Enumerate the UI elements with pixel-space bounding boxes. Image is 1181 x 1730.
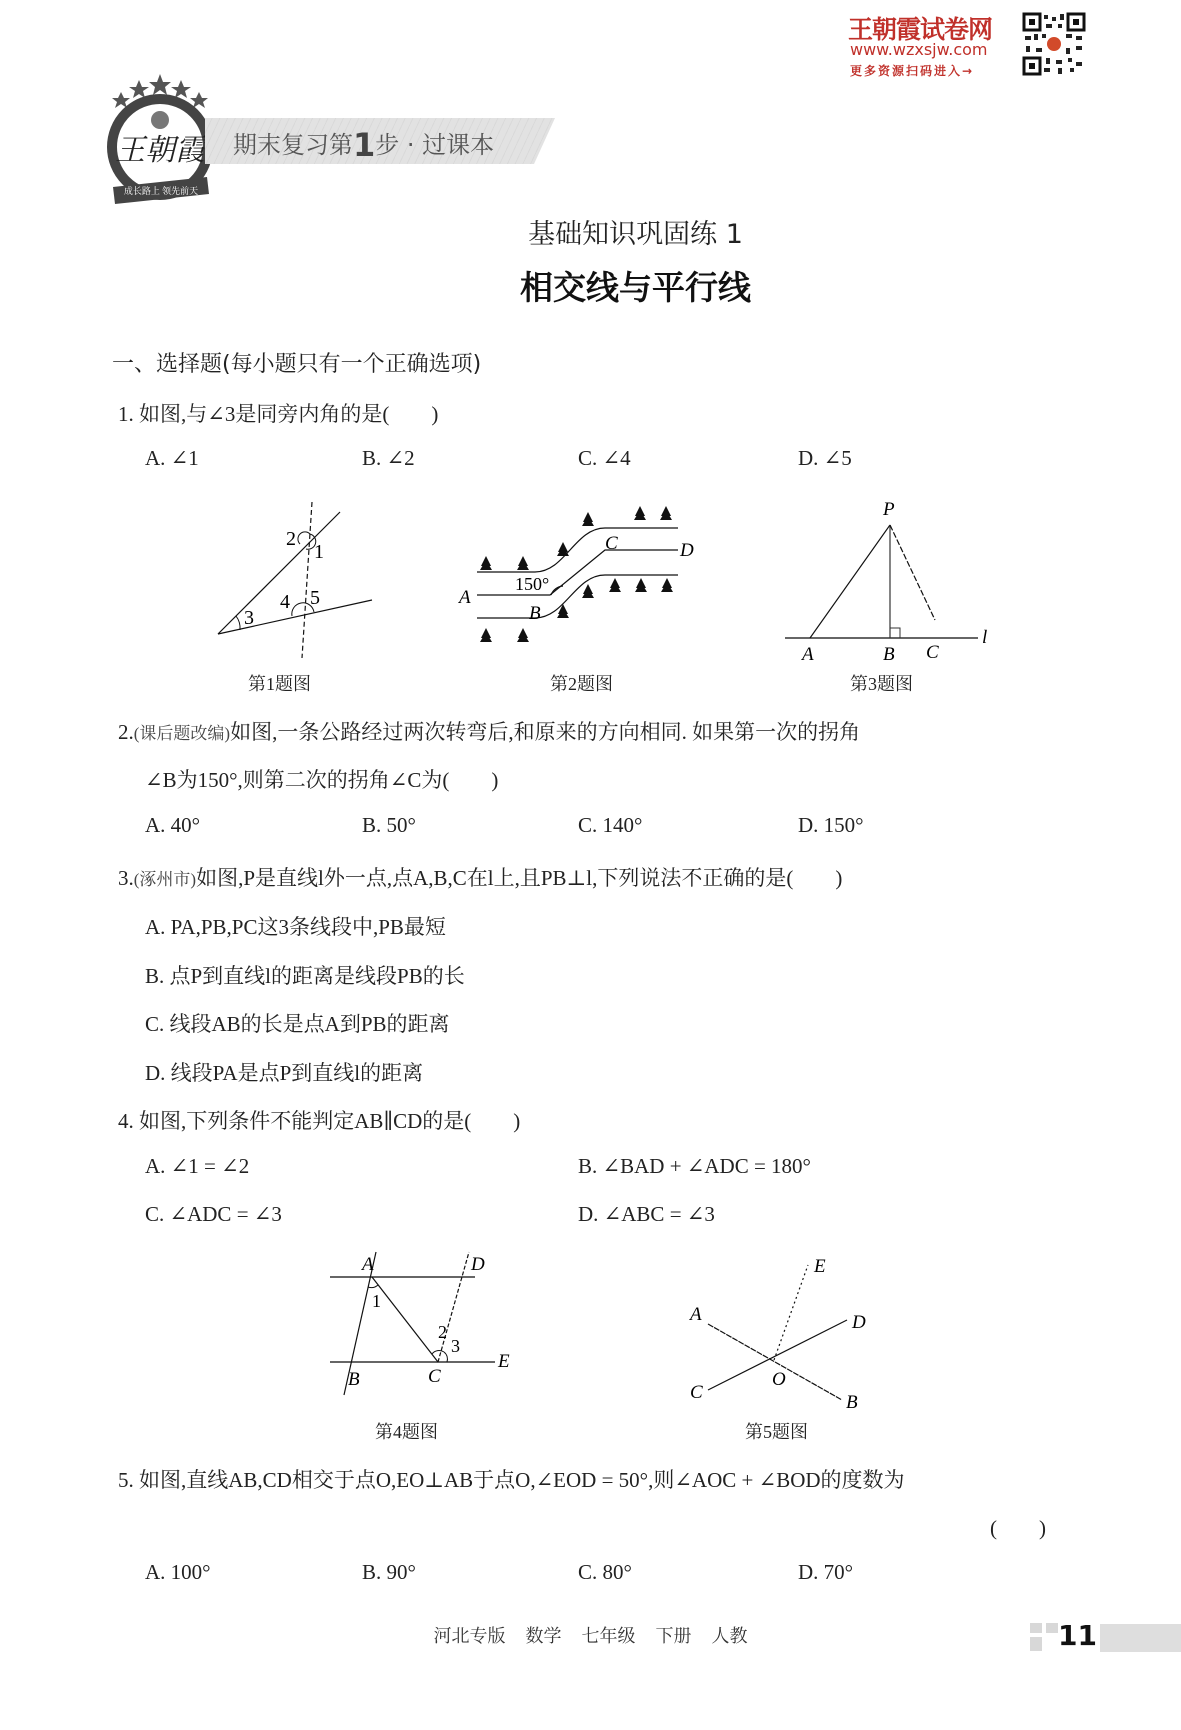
fig2-label-d: D xyxy=(680,540,694,561)
q1-option-d[interactable]: D. ∠5 xyxy=(798,446,852,470)
figure-1-caption: 第1题图 xyxy=(248,674,311,694)
question-2-stem-line1 xyxy=(118,716,860,746)
fig1-label-1: 1 xyxy=(314,541,324,563)
logo-badge xyxy=(105,72,215,207)
fig4-label-a: A xyxy=(362,1254,374,1275)
fig1-label-5: 5 xyxy=(310,587,320,609)
q1-option-c[interactable]: C. ∠4 xyxy=(578,446,631,470)
q1-option-b[interactable]: B. ∠2 xyxy=(362,446,415,470)
fig3-label-b: B xyxy=(883,644,895,665)
figure-5-diagram xyxy=(680,1250,900,1410)
footer-grade: 七年级 xyxy=(581,1626,636,1646)
banner-suffix: 步 · 过课本 xyxy=(375,131,495,159)
fig2-label-c: C xyxy=(605,533,618,554)
footer-edition xyxy=(0,1622,1181,1648)
banner-step: 1 xyxy=(353,126,376,164)
page-number: 11 xyxy=(1058,1619,1097,1652)
footer-volume: 下册 xyxy=(655,1626,692,1646)
fig1-label-4: 4 xyxy=(280,591,290,613)
logo-text: 王朝霞 xyxy=(115,134,205,167)
q4-option-c[interactable]: C. ∠ADC = ∠3 xyxy=(145,1202,282,1226)
brand-url[interactable]: www.wzxsjw.com xyxy=(850,40,988,59)
q2-number: 2. xyxy=(118,720,134,744)
fig4-label-2: 2 xyxy=(438,1322,447,1342)
fig5-label-d: D xyxy=(852,1312,866,1333)
q5-option-b[interactable]: B. 90° xyxy=(362,1560,416,1584)
page-number-box xyxy=(1020,1620,1181,1656)
fig5-label-a: A xyxy=(690,1304,702,1325)
fig5-label-o: O xyxy=(772,1369,786,1390)
q3-option-c[interactable]: C. 线段AB的长是点A到PB的距离 xyxy=(145,1012,450,1036)
figure-5-caption: 第5题图 xyxy=(745,1422,808,1442)
brand-block xyxy=(848,10,1088,82)
figure-2-caption: 第2题图 xyxy=(550,674,613,694)
fig5-label-c: C xyxy=(690,1382,703,1403)
brand-name: 王朝霞试卷网 xyxy=(848,15,993,44)
fig3-label-a: A xyxy=(802,644,814,665)
question-1-stem: 1. 如图,与∠3是同旁内角的是( ) xyxy=(118,402,439,426)
question-4-stem: 4. 如图,下列条件不能判定AB∥CD的是( ) xyxy=(118,1109,521,1133)
q3-source-tag: (涿州市) xyxy=(133,870,197,889)
fig3-label-p: P xyxy=(883,499,895,520)
figure-3-diagram xyxy=(780,495,1000,665)
q3-option-a[interactable]: A. PA,PB,PC这3条线段中,PB最短 xyxy=(145,915,446,939)
q5-option-c[interactable]: C. 80° xyxy=(578,1560,632,1584)
q3-text: 如图,P是直线l外一点,点A,B,C在l上,且PB⊥l,下列说法不正确的是( ) xyxy=(196,866,843,890)
footer-publisher: 人教 xyxy=(711,1626,748,1646)
q5-option-a[interactable]: A. 100° xyxy=(145,1560,211,1584)
fig5-label-b: B xyxy=(846,1392,858,1410)
q3-number: 3. xyxy=(118,866,134,890)
footer-region: 河北专版 xyxy=(433,1626,506,1646)
section-heading: 一、选择题(每小题只有一个正确选项) xyxy=(112,352,482,377)
q5-answer-paren: ( ) xyxy=(990,1516,1046,1540)
q4-option-b[interactable]: B. ∠BAD + ∠ADC = 180° xyxy=(578,1154,811,1178)
fig4-label-e: E xyxy=(498,1351,510,1372)
brand-more-text: 更多资源扫码进入→ xyxy=(850,64,975,78)
footer-subject: 数学 xyxy=(525,1626,562,1646)
fig4-label-1: 1 xyxy=(372,1291,381,1311)
figure-4-caption: 第4题图 xyxy=(375,1422,438,1442)
fig2-label-a: A xyxy=(459,587,471,608)
page-title: 相交线与平行线 xyxy=(520,268,751,307)
fig4-label-d: D xyxy=(471,1254,485,1275)
banner-prefix: 期末复习第 xyxy=(233,131,353,159)
fig3-label-c: C xyxy=(926,642,939,663)
q3-option-b[interactable]: B. 点P到直线l的距离是线段PB的长 xyxy=(145,964,465,988)
q4-option-a[interactable]: A. ∠1 = ∠2 xyxy=(145,1154,250,1178)
q5-option-d[interactable]: D. 70° xyxy=(798,1560,854,1584)
q4-option-d[interactable]: D. ∠ABC = ∠3 xyxy=(578,1202,715,1226)
figure-1-diagram xyxy=(200,500,390,660)
question-3-stem xyxy=(118,862,842,892)
q3-option-d[interactable]: D. 线段PA是点P到直线l的距离 xyxy=(145,1061,424,1085)
q2-option-a[interactable]: A. 40° xyxy=(145,813,201,837)
fig5-label-e: E xyxy=(814,1256,826,1277)
question-5-stem: 5. 如图,直线AB,CD相交于点O,EO⊥AB于点O,∠EOD = 50°,则∠AOC + ∠BOD的度数为 xyxy=(118,1468,905,1492)
question-2-stem-line2: ∠B为150°,则第二次的拐角∠C为( ) xyxy=(145,768,499,792)
q2-option-b[interactable]: B. 50° xyxy=(362,813,416,837)
chapter-banner xyxy=(205,118,575,164)
fig4-label-c: C xyxy=(428,1366,441,1387)
fig3-label-l: l xyxy=(982,627,988,648)
q2-source-tag: (课后题改编) xyxy=(133,724,231,743)
figure-3-caption: 第3题图 xyxy=(850,674,913,694)
fig4-label-b: B xyxy=(348,1369,360,1390)
fig2-label-angle: 150° xyxy=(515,574,550,594)
page-subtitle: 基础知识巩固练 1 xyxy=(528,219,743,250)
q2-option-c[interactable]: C. 140° xyxy=(578,813,643,837)
q2-text-1: 如图,一条公路经过两次转弯后,和原来的方向相同. 如果第一次的拐角 xyxy=(230,720,861,744)
q2-option-d[interactable]: D. 150° xyxy=(798,813,864,837)
figure-2-diagram xyxy=(455,500,705,660)
figure-4-diagram xyxy=(320,1250,540,1410)
fig4-label-3: 3 xyxy=(451,1336,460,1356)
q1-option-a[interactable]: A. ∠1 xyxy=(145,446,199,470)
logo-ribbon: 成长路上 领先前天 xyxy=(123,186,199,196)
fig1-label-2: 2 xyxy=(286,528,296,550)
fig1-label-3: 3 xyxy=(244,607,254,629)
fig2-label-b: B xyxy=(529,603,541,624)
qr-code-icon[interactable] xyxy=(1022,12,1086,76)
